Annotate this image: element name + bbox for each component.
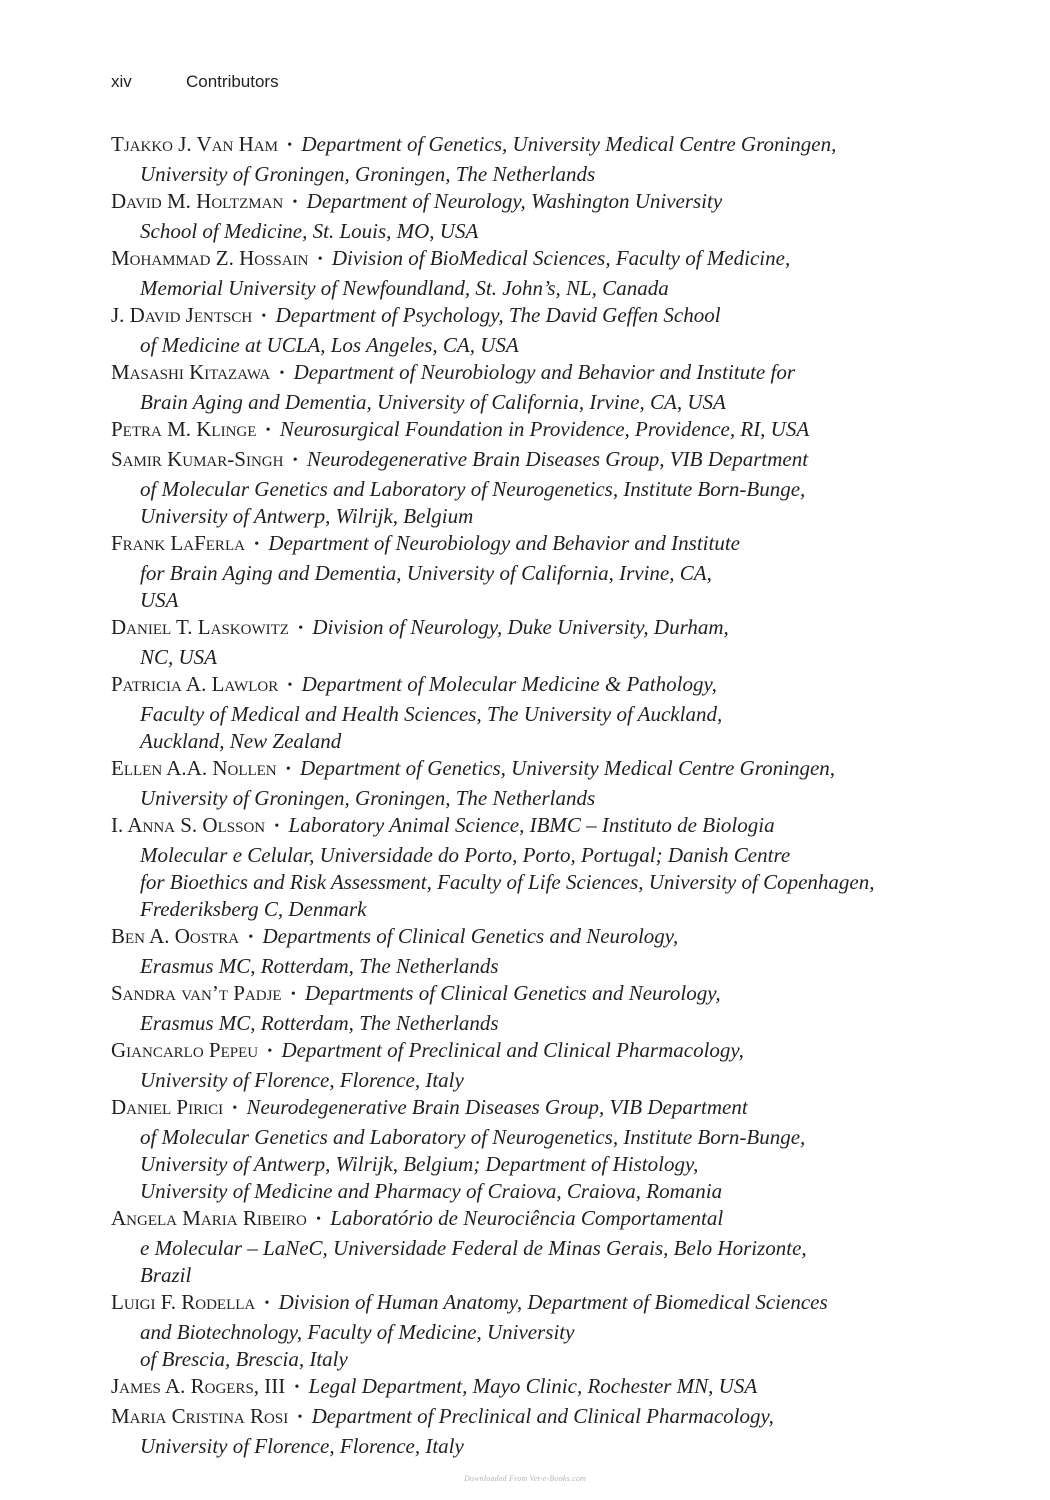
bullet-separator: • <box>264 1296 270 1311</box>
bullet-separator: • <box>287 138 293 153</box>
bullet-separator: • <box>292 453 298 468</box>
contributor-name: Daniel Pirici <box>111 1095 224 1119</box>
affiliation-line: Brain Aging and Dementia, University of California, Irvine, CA, USA <box>140 390 726 414</box>
contributor-name: Ellen A.A. Nollen <box>111 756 277 780</box>
affiliation-line: Department of Preclinical and Clinical Pharmacology, <box>281 1038 744 1062</box>
bullet-separator: • <box>292 195 298 210</box>
affiliation-line: University of Antwerp, Wilrijk, Belgium <box>140 504 474 528</box>
contributor-entry <box>111 1205 991 1289</box>
affiliation-line: and Biotechnology, Faculty of Medicine, University <box>140 1320 575 1344</box>
contributor-entry <box>111 614 991 671</box>
affiliation-line: USA <box>140 588 179 612</box>
affiliation-line: Neurosurgical Foundation in Providence, Providence, RI, USA <box>279 417 810 441</box>
bullet-separator: • <box>267 1044 273 1059</box>
affiliation-line: Neurodegenerative Brain Diseases Group, VIB Department <box>246 1095 748 1119</box>
contributor-list <box>111 131 991 1460</box>
affiliation-line: e Molecular – LaNeC, Universidade Federal de Minas Gerais, Belo Horizonte, <box>140 1236 807 1260</box>
affiliation-line: Neurodegenerative Brain Diseases Group, VIB Department <box>306 447 809 471</box>
contributor-name: Petra M. Klinge <box>111 417 257 441</box>
contributor-name: Giancarlo Pepeu <box>111 1038 259 1062</box>
affiliation-line: Department of Neurobiology and Behavior and Institute for <box>293 360 796 384</box>
bullet-separator: • <box>287 678 293 693</box>
contributor-name: Daniel T. Laskowitz <box>111 615 289 639</box>
contributor-entry <box>111 131 991 188</box>
bullet-separator: • <box>316 1212 321 1227</box>
bullet-separator: • <box>279 366 285 381</box>
affiliation-line: Memorial University of Newfoundland, St. John’s, NL, Canada <box>140 276 669 300</box>
contributor-name: Patricia A. Lawlor <box>111 672 279 696</box>
contributor-entry <box>111 446 991 530</box>
affiliation-line: Auckland, New Zealand <box>140 729 342 753</box>
contributor-name: James A. Rogers, III <box>111 1374 286 1398</box>
bullet-separator: • <box>285 762 291 777</box>
contributor-entry <box>111 302 991 359</box>
contributor-name: Masashi Kitazawa <box>111 360 271 384</box>
contributor-entry <box>111 359 991 416</box>
contributor-name: David M. Holtzman <box>111 189 284 213</box>
affiliation-line: Department of Psychology, The David Geffen School <box>275 303 721 327</box>
contributor-name: Angela Maria Ribeiro <box>111 1206 307 1230</box>
contributor-entry <box>111 812 991 923</box>
affiliation-line: University of Medicine and Pharmacy of Craiova, Craiova, Romania <box>140 1179 723 1203</box>
bullet-separator: • <box>248 930 254 945</box>
affiliation-line: Department of Neurobiology and Behavior and Institute <box>268 531 741 555</box>
bullet-separator: • <box>274 819 280 834</box>
affiliation-line: Laboratório de Neurociência Comportamental <box>330 1206 724 1230</box>
bullet-separator: • <box>232 1101 238 1116</box>
contributor-name: Frank LaFerla <box>111 531 245 555</box>
contributor-entry <box>111 671 991 755</box>
affiliation-line: Erasmus MC, Rotterdam, The Netherlands <box>140 1011 499 1035</box>
affiliation-line: Division of Neurology, Duke University, Durham, <box>312 615 729 639</box>
bullet-separator: • <box>298 621 304 636</box>
contributor-name: Maria Cristina Rosi <box>111 1404 289 1428</box>
contributor-name: Tjakko J. Van Ham <box>111 132 278 156</box>
affiliation-line: Erasmus MC, Rotterdam, The Netherlands <box>140 954 499 978</box>
affiliation-line: Division of Human Anatomy, Department of Biomedical Sciences <box>278 1290 828 1314</box>
running-header <box>111 72 279 92</box>
affiliation-line: Departments of Clinical Genetics and Neurology, <box>304 981 721 1005</box>
affiliation-line: Legal Department, Mayo Clinic, Rochester MN, USA <box>308 1374 758 1398</box>
affiliation-line: Department of Preclinical and Clinical Pharmacology, <box>311 1404 774 1428</box>
affiliation-line: of Medicine at UCLA, Los Angeles, CA, USA <box>140 333 519 357</box>
bullet-separator: • <box>297 1410 303 1425</box>
contributor-entry <box>111 923 991 980</box>
affiliation-line: Brazil <box>140 1263 192 1287</box>
affiliation-line: for Brain Aging and Dementia, University of California, Irvine, CA, <box>140 561 712 585</box>
contributor-name: J. David Jentsch <box>111 303 253 327</box>
contributor-entry <box>111 416 991 446</box>
affiliation-line: University of Antwerp, Wilrijk, Belgium; Department of Histology, <box>140 1152 699 1176</box>
contributor-entry <box>111 245 991 302</box>
affiliation-line: Department of Molecular Medicine & Pathology, <box>301 672 717 696</box>
bullet-separator: • <box>294 1380 300 1395</box>
contributor-entry <box>111 980 991 1037</box>
affiliation-line: Department of Genetics, University Medical Centre Groningen, <box>300 756 836 780</box>
affiliation-line: for Bioethics and Risk Assessment, Faculty of Life Sciences, University of Copenhagen, <box>140 870 875 894</box>
contributor-name: Mohammad Z. Hossain <box>111 246 309 270</box>
affiliation-line: of Brescia, Brescia, Italy <box>140 1347 348 1371</box>
contributor-entry <box>111 1373 991 1403</box>
contributor-entry <box>111 1037 991 1094</box>
bullet-separator: • <box>254 537 260 552</box>
contributor-name: I. Anna S. Olsson <box>111 813 266 837</box>
page-number: xiv <box>111 72 132 91</box>
contributor-name: Sandra van’t Padje <box>111 981 282 1005</box>
contributor-name: Ben A. Oostra <box>111 924 240 948</box>
affiliation-line: University of Groningen, Groningen, The Netherlands <box>140 786 596 810</box>
affiliation-line: Department of Neurology, Washington University <box>306 189 723 213</box>
contributor-name: Samir Kumar-Singh <box>111 447 284 471</box>
bullet-separator: • <box>261 309 267 324</box>
contributor-entry <box>111 1289 991 1373</box>
contributor-entry <box>111 188 991 245</box>
affiliation-line: School of Medicine, St. Louis, MO, USA <box>140 219 479 243</box>
affiliation-line: Laboratory Animal Science, IBMC – Instituto de Biologia <box>288 813 775 837</box>
affiliation-line: Division of BioMedical Sciences, Faculty of Medicine, <box>331 246 791 270</box>
bullet-separator: • <box>317 252 323 267</box>
affiliation-line: University of Florence, Florence, Italy <box>140 1068 464 1092</box>
affiliation-line: Frederiksberg C, Denmark <box>140 897 367 921</box>
affiliation-line: University of Florence, Florence, Italy <box>140 1434 464 1458</box>
affiliation-line: Departments of Clinical Genetics and Neurology, <box>262 924 679 948</box>
contributor-entry <box>111 755 991 812</box>
affiliation-line: Department of Genetics, University Medical Centre Groningen, <box>301 132 837 156</box>
contributor-entry <box>111 1403 991 1460</box>
bullet-separator: • <box>290 987 296 1002</box>
contributor-name: Luigi F. Rodella <box>111 1290 256 1314</box>
affiliation-line: NC, USA <box>140 645 218 669</box>
affiliation-line: University of Groningen, Groningen, The Netherlands <box>140 162 596 186</box>
bullet-separator: • <box>265 423 271 438</box>
section-title: Contributors <box>186 72 279 91</box>
affiliation-line: Molecular e Celular, Universidade do Porto, Porto, Portugal; Danish Centre <box>140 843 791 867</box>
watermark: Downloaded From Vet-e-Books.com <box>463 1474 587 1483</box>
contributor-entry <box>111 530 991 614</box>
affiliation-line: of Molecular Genetics and Laboratory of Neurogenetics, Institute Born-Bunge, <box>140 1125 806 1149</box>
contributor-entry <box>111 1094 991 1205</box>
affiliation-line: Faculty of Medical and Health Sciences, The University of Auckland, <box>140 702 723 726</box>
affiliation-line: of Molecular Genetics and Laboratory of Neurogenetics, Institute Born-Bunge, <box>140 477 806 501</box>
